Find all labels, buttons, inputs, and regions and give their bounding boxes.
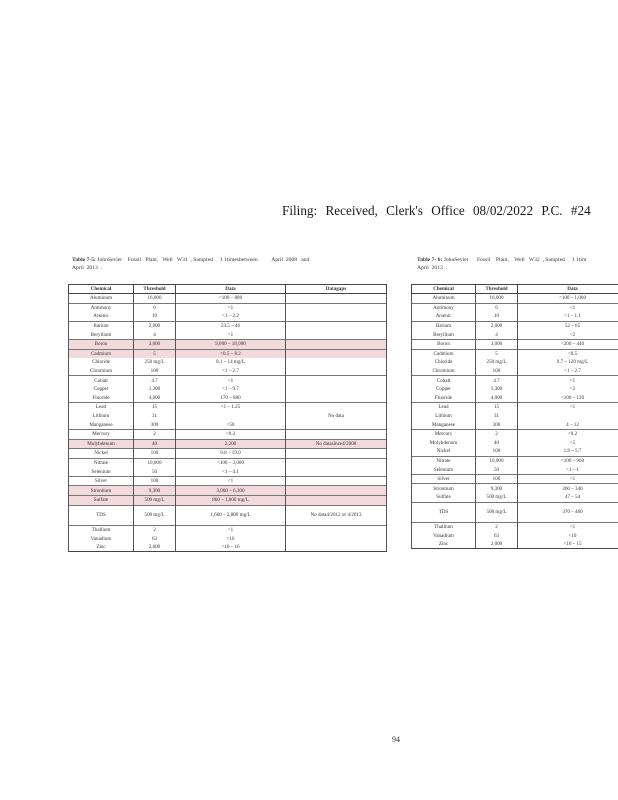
left-header-data: Data [176, 285, 286, 294]
datagap-cell [286, 525, 387, 534]
threshold-cell: 15 [134, 403, 176, 412]
left-header-threshold: Threshold [134, 285, 176, 294]
table-row [69, 429, 387, 439]
left-header-datagaps: Datagaps [286, 285, 387, 294]
threshold-cell: 6 [476, 303, 518, 312]
threshold-cell: 6 [134, 303, 176, 312]
chemical-cell: Antimony [412, 303, 476, 312]
threshold-cell: 4 [134, 330, 176, 339]
chemical-cell: Lead [412, 403, 476, 412]
chemical-cell: Manganese [412, 420, 476, 429]
threshold-cell: 100 [134, 449, 176, 459]
data-cell: 3,000 – 6,300 [176, 486, 286, 496]
threshold-cell: 16,000 [476, 294, 518, 304]
chemical-cell: Beryllium [69, 330, 134, 339]
table-row [69, 467, 387, 476]
table-row [412, 321, 618, 330]
data-cell: 8.1 – 14 mg/L [176, 358, 286, 367]
threshold-cell: 100 [476, 474, 518, 484]
datagap-cell [286, 543, 387, 552]
chemical-cell: Manganese [69, 420, 134, 429]
table-row [69, 385, 387, 394]
datagap-cell [286, 303, 387, 312]
chemical-cell: Barium [412, 321, 476, 330]
data-cell: 52 – 65 [518, 321, 618, 330]
datagap-cell [286, 420, 387, 429]
table-row [412, 349, 618, 358]
threshold-cell: 50 [134, 467, 176, 476]
table-row [412, 312, 618, 321]
chemical-cell: Lithium [69, 412, 134, 421]
chemical-cell: Silver [412, 474, 476, 484]
right-header-data: Data [518, 285, 618, 294]
table-row [69, 376, 387, 385]
right-table-body [412, 294, 618, 549]
datagap-cell [286, 339, 387, 349]
table-row [412, 358, 618, 367]
chemical-cell: Boron [412, 339, 476, 349]
threshold-cell: 250 mg/L [476, 358, 518, 367]
data-cell: 9.7 – 120 mg/L [518, 358, 618, 367]
threshold-cell: 2 [134, 525, 176, 534]
threshold-cell: 50 [476, 465, 518, 474]
data-cell: <1 – 1.25 [176, 403, 286, 412]
chemical-cell: Antimony [69, 303, 134, 312]
table-row [412, 294, 618, 304]
threshold-cell: 9,300 [134, 486, 176, 496]
chemical-cell: Chloride [412, 358, 476, 367]
right-header-threshold: Threshold [476, 285, 518, 294]
table-row [412, 303, 618, 312]
datagap-cell: No datasince4/2008 [286, 439, 387, 449]
datagap-cell [286, 358, 387, 367]
chemical-cell: Nickel [412, 447, 476, 456]
chemical-cell: Aluminum [69, 294, 134, 304]
chemical-cell: Mercury [412, 429, 476, 438]
data-cell: 260 – 340 [518, 484, 618, 493]
right-caption-number: 7- 6: [431, 257, 443, 263]
page-number: 94 [392, 735, 400, 744]
table-row [412, 394, 618, 403]
datagap-cell [286, 321, 387, 330]
threshold-cell: 4.7 [134, 376, 176, 385]
table-row [69, 439, 387, 449]
table-row [412, 376, 618, 385]
table-row [412, 420, 618, 429]
datagap-cell [286, 403, 387, 412]
datagap-cell [286, 429, 387, 439]
table-row [412, 484, 618, 493]
datagap-cell: No data [286, 412, 387, 421]
chemical-cell: Beryllium [412, 330, 476, 339]
chemical-cell: Lithium [412, 412, 476, 421]
table-row [412, 465, 618, 474]
threshold-cell: 40 [476, 439, 518, 448]
chemical-cell: Fluoride [412, 394, 476, 403]
chemical-cell: Molybdenum [412, 439, 476, 448]
chemical-cell: Cadmium [412, 349, 476, 358]
data-cell: <100 – 1,000 [518, 294, 618, 304]
threshold-cell: 100 [134, 476, 176, 486]
threshold-cell: 500 mg/L [134, 505, 176, 525]
data-cell: <100 – 120 [518, 394, 618, 403]
chemical-cell: Silver [69, 476, 134, 486]
chemical-cell: Cobalt [69, 376, 134, 385]
data-cell: <1 – 2.7 [518, 367, 618, 376]
chemical-cell: Aluminum [412, 294, 476, 304]
chemical-cell: Nickel [69, 449, 134, 459]
left-caption-line1: JohnSevier Fossil Plant, Well W31 , Sampled 1 1timesbetween April 2008 and [95, 257, 310, 263]
threshold-cell: 2 [476, 522, 518, 531]
chemical-cell: Arsenic [69, 312, 134, 321]
chemical-cell: TDS [69, 505, 134, 525]
data-cell: 860 – 1,800 mg/L [176, 496, 286, 506]
data-cell: <100 – 3,000 [176, 458, 286, 467]
data-cell [176, 412, 286, 421]
chemical-cell: Mercury [69, 429, 134, 439]
left-data-table [68, 284, 387, 552]
table-row [412, 456, 618, 465]
datagap-cell [286, 385, 387, 394]
data-cell: 1.8 – 5.7 [518, 447, 618, 456]
table-row [412, 439, 618, 448]
data-cell [518, 412, 618, 421]
chemical-cell: TDS [412, 502, 476, 522]
data-cell: 9,000 – 18,000 [176, 339, 286, 349]
threshold-cell: 63 [134, 534, 176, 543]
table-row [412, 522, 618, 531]
table-row [69, 525, 387, 534]
threshold-cell: 9,300 [476, 484, 518, 493]
chemical-cell: Boron [69, 339, 134, 349]
table-row [69, 358, 387, 367]
table-row [69, 349, 387, 358]
data-cell: <10 – 16 [176, 543, 286, 552]
table-row [69, 420, 387, 429]
data-cell: <1 – 9.7 [176, 385, 286, 394]
data-cell: <100 – 960 [518, 456, 618, 465]
threshold-cell: 250 mg/L [134, 358, 176, 367]
chemical-cell: Nitrate [69, 458, 134, 467]
table-row [412, 540, 618, 549]
data-cell: <1 – 2.2 [176, 312, 286, 321]
threshold-cell: 10,000 [134, 458, 176, 467]
data-cell: 4 – 12 [518, 420, 618, 429]
threshold-cell: 4,000 [134, 394, 176, 403]
threshold-cell: 15 [476, 403, 518, 412]
table-row [412, 412, 618, 421]
threshold-cell: 2,000 [134, 321, 176, 330]
threshold-cell: 63 [476, 531, 518, 540]
table-row [69, 394, 387, 403]
data-cell: <1 [176, 330, 286, 339]
threshold-cell: 300 [134, 420, 176, 429]
datagap-cell [286, 367, 387, 376]
table-row [69, 339, 387, 349]
table-row [412, 531, 618, 540]
left-table-body [69, 294, 387, 552]
threshold-cell: 2,000 [476, 321, 518, 330]
datagap-cell [286, 534, 387, 543]
data-cell: <0.5 [518, 349, 618, 358]
data-cell: <0.2 [518, 429, 618, 438]
data-cell: <1 [518, 376, 618, 385]
data-cell: <1 [176, 525, 286, 534]
data-cell: <1 – 2.7 [176, 367, 286, 376]
threshold-cell: 4 [476, 330, 518, 339]
threshold-cell: 10 [134, 312, 176, 321]
threshold-cell: 3,000 [134, 339, 176, 349]
data-cell: <1 [518, 522, 618, 531]
data-cell: <1 – 1 [518, 465, 618, 474]
table-row [69, 496, 387, 506]
data-cell: <1 [176, 303, 286, 312]
table-row [69, 505, 387, 525]
threshold-cell: 40 [134, 439, 176, 449]
threshold-cell: 1,300 [476, 385, 518, 394]
right-data-table [411, 284, 618, 549]
data-cell: <50 [176, 420, 286, 429]
data-cell: 47 – 54 [518, 493, 618, 502]
table-row [69, 449, 387, 459]
data-cell: <1 [176, 376, 286, 385]
chemical-cell: Sulfate [69, 496, 134, 506]
datagap-cell [286, 349, 387, 358]
chemical-cell: Lead [69, 403, 134, 412]
threshold-cell: 31 [476, 412, 518, 421]
data-cell: <5 [518, 439, 618, 448]
table-row [412, 403, 618, 412]
threshold-cell: 1,300 [134, 385, 176, 394]
threshold-cell: 100 [476, 367, 518, 376]
right-caption-line1: JohnSevier Fossil Plant, Well W32 , Sampled 1 1tim [442, 257, 587, 263]
threshold-cell: 4.7 [476, 376, 518, 385]
data-cell: <10 [518, 531, 618, 540]
chemical-cell: Sulfate [412, 493, 476, 502]
threshold-cell: 10 [476, 312, 518, 321]
table-row [412, 502, 618, 522]
table-row [69, 458, 387, 467]
datagap-cell [286, 467, 387, 476]
data-cell: <100 – 880 [176, 294, 286, 304]
chemical-cell: Cobalt [412, 376, 476, 385]
left-table-caption [72, 257, 309, 272]
threshold-cell: 4,000 [476, 394, 518, 403]
table-row [69, 412, 387, 421]
data-cell: <0.2 [176, 429, 286, 439]
left-caption-line2: April 2013 . [72, 264, 102, 271]
data-cell: <2 [518, 330, 618, 339]
chemical-cell: Molybdenum [69, 439, 134, 449]
threshold-cell: 100 [476, 447, 518, 456]
table-row [69, 534, 387, 543]
threshold-cell: 100 [134, 367, 176, 376]
datagap-cell [286, 486, 387, 496]
threshold-cell: 500 mg/L [134, 496, 176, 506]
datagap-cell: No data4/2012 or 4/2013 [286, 505, 387, 525]
table-row [412, 429, 618, 438]
table-row [69, 330, 387, 339]
threshold-cell: 5 [134, 349, 176, 358]
right-table-caption [417, 257, 586, 272]
table-row [69, 321, 387, 330]
data-cell: <2 [518, 385, 618, 394]
chemical-cell: Selenium [69, 467, 134, 476]
threshold-cell: 31 [134, 412, 176, 421]
chemical-cell: Copper [69, 385, 134, 394]
table-row [69, 312, 387, 321]
chemical-cell: Vanadium [69, 534, 134, 543]
chemical-cell: Arsenic [412, 312, 476, 321]
data-cell: 170 – 880 [176, 394, 286, 403]
chemical-cell: Strontium [412, 484, 476, 493]
chemical-cell: Fluoride [69, 394, 134, 403]
chemical-cell: Selenium [412, 465, 476, 474]
left-caption-label: Table [72, 257, 86, 263]
threshold-cell: 2,000 [134, 543, 176, 552]
chemical-cell: Copper [412, 385, 476, 394]
datagap-cell [286, 294, 387, 304]
data-cell: <1 – 4.1 [176, 467, 286, 476]
threshold-cell: 16,000 [134, 294, 176, 304]
data-cell: <0.5 – 8.2 [176, 349, 286, 358]
data-cell: 6.8 – 19.0 [176, 449, 286, 459]
data-cell: <1 – 1.1 [518, 312, 618, 321]
data-cell: <1 [518, 474, 618, 484]
table-row [69, 367, 387, 376]
threshold-cell: 10,000 [476, 456, 518, 465]
table-row [69, 303, 387, 312]
chemical-cell: Chromium [412, 367, 476, 376]
chemical-cell: Barium [69, 321, 134, 330]
chemical-cell: Nitrate [412, 456, 476, 465]
threshold-cell: 500 mg/L [476, 493, 518, 502]
table-row [69, 294, 387, 304]
table-row [412, 339, 618, 349]
table-row [412, 447, 618, 456]
chemical-cell: Strontium [69, 486, 134, 496]
chemical-cell: Zinc [69, 543, 134, 552]
threshold-cell: 3,000 [476, 339, 518, 349]
table-row [412, 367, 618, 376]
data-cell: 370 – 460 [518, 502, 618, 522]
table-row [69, 476, 387, 486]
filing-stamp: Filing: Received, Clerk's Office 08/02/2022 P.C. #24 [282, 203, 591, 218]
datagap-cell [286, 496, 387, 506]
left-caption-number: 7-5: [86, 257, 96, 263]
data-cell: <10 – 15 [518, 540, 618, 549]
data-cell: <10 [176, 534, 286, 543]
table-row [412, 385, 618, 394]
table-row [412, 330, 618, 339]
chemical-cell: Zinc [412, 540, 476, 549]
table-row [412, 474, 618, 484]
chemical-cell: Vanadium [412, 531, 476, 540]
threshold-cell: 500 mg/L [476, 502, 518, 522]
threshold-cell: 2 [476, 429, 518, 438]
table-row [69, 486, 387, 496]
data-cell: <1 [518, 403, 618, 412]
data-cell: <1 [518, 303, 618, 312]
data-cell: 23.5 – 46 [176, 321, 286, 330]
datagap-cell [286, 394, 387, 403]
chemical-cell: Thallium [69, 525, 134, 534]
chemical-cell: Chloride [69, 358, 134, 367]
datagap-cell [286, 449, 387, 459]
chemical-cell: Cadmium [69, 349, 134, 358]
threshold-cell: 5 [476, 349, 518, 358]
data-cell: <1 [176, 476, 286, 486]
data-cell: <200 – 440 [518, 339, 618, 349]
table-row [412, 493, 618, 502]
table-row [69, 543, 387, 552]
data-cell: 2,200 [176, 439, 286, 449]
right-header-chemical: Chemical [412, 285, 476, 294]
datagap-cell [286, 458, 387, 467]
threshold-cell: 2 [134, 429, 176, 439]
threshold-cell: 300 [476, 420, 518, 429]
data-cell: 1,600 – 2,800 mg/L [176, 505, 286, 525]
left-header-chemical: Chemical [69, 285, 134, 294]
chemical-cell: Thallium [412, 522, 476, 531]
datagap-cell [286, 376, 387, 385]
right-caption-label: Table [417, 257, 431, 263]
chemical-cell: Chromium [69, 367, 134, 376]
right-caption-line2: April 2013 . [417, 264, 447, 271]
datagap-cell [286, 476, 387, 486]
table-row [69, 403, 387, 412]
datagap-cell [286, 330, 387, 339]
threshold-cell: 2,000 [476, 540, 518, 549]
datagap-cell [286, 312, 387, 321]
